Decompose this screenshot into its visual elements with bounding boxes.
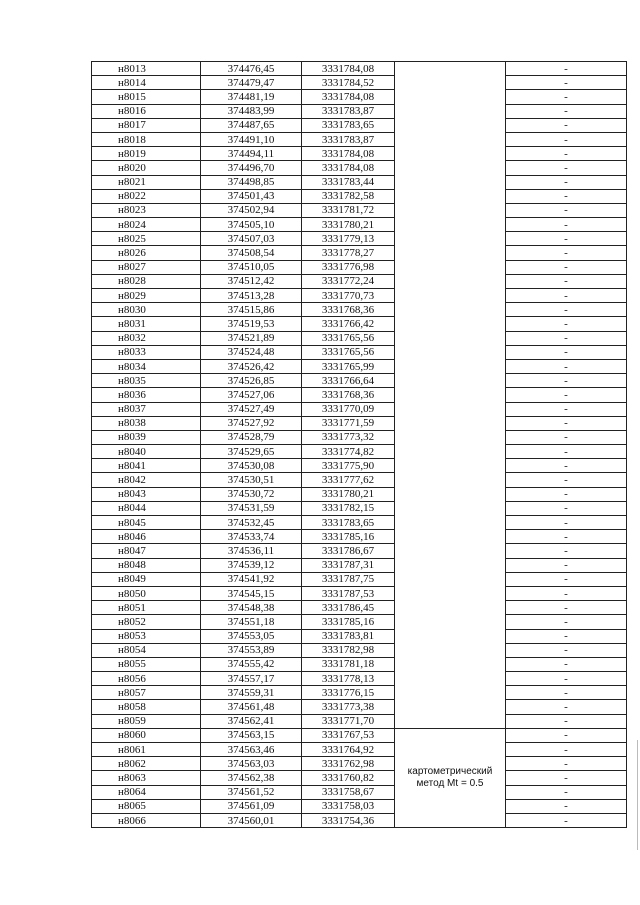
- y-coordinate-cell: 3331783,44: [302, 175, 395, 189]
- table-row: [92, 260, 627, 274]
- x-coordinate-cell: 374530,51: [201, 473, 302, 487]
- table-row: [92, 374, 627, 388]
- point-id-cell: н8023: [92, 203, 201, 217]
- x-coordinate-cell: 374498,85: [201, 175, 302, 189]
- point-id-cell: н8062: [92, 757, 201, 771]
- y-coordinate-cell: 3331787,53: [302, 586, 395, 600]
- y-coordinate-cell: 3331772,24: [302, 274, 395, 288]
- y-coordinate-cell: 3331778,13: [302, 672, 395, 686]
- x-coordinate-cell: 374539,12: [201, 558, 302, 572]
- point-id-cell: н8061: [92, 743, 201, 757]
- y-coordinate-cell: 3331770,09: [302, 402, 395, 416]
- y-coordinate-cell: 3331785,16: [302, 615, 395, 629]
- note-cell: -: [506, 686, 627, 700]
- table-row: [92, 445, 627, 459]
- x-coordinate-cell: 374561,48: [201, 700, 302, 714]
- method-cell-lower: [395, 728, 506, 827]
- table-row: [92, 544, 627, 558]
- y-coordinate-cell: 3331770,73: [302, 289, 395, 303]
- point-id-cell: н8050: [92, 586, 201, 600]
- note-cell: -: [506, 430, 627, 444]
- x-coordinate-cell: 374526,42: [201, 359, 302, 373]
- note-cell: -: [506, 147, 627, 161]
- table-row: [92, 757, 627, 771]
- point-id-cell: н8043: [92, 487, 201, 501]
- note-cell: -: [506, 757, 627, 771]
- note-cell: -: [506, 246, 627, 260]
- note-cell: -: [506, 289, 627, 303]
- point-id-cell: н8044: [92, 501, 201, 515]
- point-id-cell: н8040: [92, 445, 201, 459]
- table-row: [92, 232, 627, 246]
- table-row: [92, 416, 627, 430]
- point-id-cell: н8060: [92, 728, 201, 742]
- x-coordinate-cell: 374553,05: [201, 629, 302, 643]
- note-cell: -: [506, 317, 627, 331]
- table-row: [92, 601, 627, 615]
- table-row: [92, 203, 627, 217]
- point-id-cell: н8047: [92, 544, 201, 558]
- table-row: [92, 686, 627, 700]
- y-coordinate-cell: 3331778,27: [302, 246, 395, 260]
- x-coordinate-cell: 374551,18: [201, 615, 302, 629]
- note-cell: -: [506, 104, 627, 118]
- note-cell: -: [506, 516, 627, 530]
- point-id-cell: н8056: [92, 672, 201, 686]
- point-id-cell: н8063: [92, 771, 201, 785]
- point-id-cell: н8065: [92, 799, 201, 813]
- note-cell: -: [506, 260, 627, 274]
- point-id-cell: н8058: [92, 700, 201, 714]
- y-coordinate-cell: 3331754,36: [302, 813, 395, 827]
- point-id-cell: н8019: [92, 147, 201, 161]
- table-row: [92, 516, 627, 530]
- y-coordinate-cell: 3331758,67: [302, 785, 395, 799]
- table-row: [92, 558, 627, 572]
- y-coordinate-cell: 3331784,52: [302, 76, 395, 90]
- table-row: [92, 189, 627, 203]
- note-cell: -: [506, 799, 627, 813]
- x-coordinate-cell: 374505,10: [201, 218, 302, 232]
- table-row: [92, 132, 627, 146]
- x-coordinate-cell: 374561,09: [201, 799, 302, 813]
- x-coordinate-cell: 374527,49: [201, 402, 302, 416]
- x-coordinate-cell: 374533,74: [201, 530, 302, 544]
- table-row: [92, 430, 627, 444]
- point-id-cell: н8027: [92, 260, 201, 274]
- note-cell: -: [506, 374, 627, 388]
- y-coordinate-cell: 3331767,53: [302, 728, 395, 742]
- table-row: [92, 501, 627, 515]
- point-id-cell: н8055: [92, 657, 201, 671]
- table-row: [92, 586, 627, 600]
- y-coordinate-cell: 3331780,21: [302, 487, 395, 501]
- note-cell: -: [506, 672, 627, 686]
- table-row: [92, 303, 627, 317]
- table-row: [92, 487, 627, 501]
- x-coordinate-cell: 374502,94: [201, 203, 302, 217]
- y-coordinate-cell: 3331777,62: [302, 473, 395, 487]
- y-coordinate-cell: 3331774,82: [302, 445, 395, 459]
- x-coordinate-cell: 374496,70: [201, 161, 302, 175]
- note-cell: -: [506, 203, 627, 217]
- y-coordinate-cell: 3331786,67: [302, 544, 395, 558]
- table-row: [92, 246, 627, 260]
- note-cell: -: [506, 530, 627, 544]
- x-coordinate-cell: 374515,86: [201, 303, 302, 317]
- note-cell: -: [506, 345, 627, 359]
- note-cell: -: [506, 402, 627, 416]
- x-coordinate-cell: 374545,15: [201, 586, 302, 600]
- y-coordinate-cell: 3331779,13: [302, 232, 395, 246]
- table-row: [92, 657, 627, 671]
- note-cell: -: [506, 388, 627, 402]
- table-row: [92, 473, 627, 487]
- y-coordinate-cell: 3331784,08: [302, 147, 395, 161]
- x-coordinate-cell: 374513,28: [201, 289, 302, 303]
- point-id-cell: н8054: [92, 643, 201, 657]
- x-coordinate-cell: 374562,41: [201, 714, 302, 728]
- table-row: [92, 90, 627, 104]
- y-coordinate-cell: 3331783,65: [302, 516, 395, 530]
- point-id-cell: н8013: [92, 62, 201, 76]
- x-coordinate-cell: 374563,15: [201, 728, 302, 742]
- x-coordinate-cell: 374553,89: [201, 643, 302, 657]
- note-cell: -: [506, 700, 627, 714]
- x-coordinate-cell: 374527,06: [201, 388, 302, 402]
- point-id-cell: н8039: [92, 430, 201, 444]
- x-coordinate-cell: 374563,03: [201, 757, 302, 771]
- x-coordinate-cell: 374561,52: [201, 785, 302, 799]
- y-coordinate-cell: 3331765,99: [302, 359, 395, 373]
- y-coordinate-cell: 3331781,72: [302, 203, 395, 217]
- note-cell: -: [506, 445, 627, 459]
- point-id-cell: н8017: [92, 118, 201, 132]
- table-row: [92, 799, 627, 813]
- point-id-cell: н8035: [92, 374, 201, 388]
- table-row: [92, 161, 627, 175]
- point-id-cell: н8033: [92, 345, 201, 359]
- point-id-cell: н8036: [92, 388, 201, 402]
- point-id-cell: н8022: [92, 189, 201, 203]
- note-cell: -: [506, 487, 627, 501]
- x-coordinate-cell: 374527,92: [201, 416, 302, 430]
- x-coordinate-cell: 374529,65: [201, 445, 302, 459]
- x-coordinate-cell: 374548,38: [201, 601, 302, 615]
- y-coordinate-cell: 3331773,38: [302, 700, 395, 714]
- y-coordinate-cell: 3331783,65: [302, 118, 395, 132]
- point-id-cell: н8030: [92, 303, 201, 317]
- table-row: [92, 700, 627, 714]
- x-coordinate-cell: 374531,59: [201, 501, 302, 515]
- point-id-cell: н8021: [92, 175, 201, 189]
- scan-edge-mark: [637, 740, 638, 850]
- point-id-cell: н8048: [92, 558, 201, 572]
- coordinates-table-body: [92, 62, 627, 828]
- x-coordinate-cell: 374562,38: [201, 771, 302, 785]
- point-id-cell: н8029: [92, 289, 201, 303]
- y-coordinate-cell: 3331773,32: [302, 430, 395, 444]
- table-row: [92, 771, 627, 785]
- y-coordinate-cell: 3331782,98: [302, 643, 395, 657]
- note-cell: -: [506, 601, 627, 615]
- table-row: [92, 459, 627, 473]
- y-coordinate-cell: 3331775,90: [302, 459, 395, 473]
- note-cell: -: [506, 232, 627, 246]
- y-coordinate-cell: 3331784,08: [302, 62, 395, 76]
- x-coordinate-cell: 374519,53: [201, 317, 302, 331]
- y-coordinate-cell: 3331766,64: [302, 374, 395, 388]
- y-coordinate-cell: 3331784,08: [302, 161, 395, 175]
- y-coordinate-cell: 3331782,15: [302, 501, 395, 515]
- note-cell: -: [506, 771, 627, 785]
- table-row: [92, 76, 627, 90]
- point-id-cell: н8042: [92, 473, 201, 487]
- y-coordinate-cell: 3331776,98: [302, 260, 395, 274]
- note-cell: -: [506, 303, 627, 317]
- x-coordinate-cell: 374560,01: [201, 813, 302, 827]
- point-id-cell: н8014: [92, 76, 201, 90]
- table-row: [92, 359, 627, 373]
- x-coordinate-cell: 374530,72: [201, 487, 302, 501]
- note-cell: -: [506, 615, 627, 629]
- y-coordinate-cell: 3331765,56: [302, 331, 395, 345]
- x-coordinate-cell: 374532,45: [201, 516, 302, 530]
- note-cell: -: [506, 189, 627, 203]
- point-id-cell: н8025: [92, 232, 201, 246]
- note-cell: -: [506, 331, 627, 345]
- point-id-cell: н8046: [92, 530, 201, 544]
- x-coordinate-cell: 374557,17: [201, 672, 302, 686]
- point-id-cell: н8028: [92, 274, 201, 288]
- x-coordinate-cell: 374524,48: [201, 345, 302, 359]
- point-id-cell: н8049: [92, 572, 201, 586]
- table-row: [92, 629, 627, 643]
- table-row: [92, 331, 627, 345]
- y-coordinate-cell: 3331766,42: [302, 317, 395, 331]
- x-coordinate-cell: 374555,42: [201, 657, 302, 671]
- note-cell: -: [506, 586, 627, 600]
- note-cell: -: [506, 743, 627, 757]
- x-coordinate-cell: 374507,03: [201, 232, 302, 246]
- note-cell: -: [506, 175, 627, 189]
- method-cell-upper: [395, 62, 506, 729]
- y-coordinate-cell: 3331765,56: [302, 345, 395, 359]
- y-coordinate-cell: 3331784,08: [302, 90, 395, 104]
- table-row: [92, 402, 627, 416]
- table-row: [92, 813, 627, 827]
- table-row: [92, 728, 627, 742]
- point-id-cell: н8016: [92, 104, 201, 118]
- x-coordinate-cell: 374536,11: [201, 544, 302, 558]
- table-row: [92, 274, 627, 288]
- point-id-cell: н8053: [92, 629, 201, 643]
- point-id-cell: н8032: [92, 331, 201, 345]
- y-coordinate-cell: 3331780,21: [302, 218, 395, 232]
- x-coordinate-cell: 374508,54: [201, 246, 302, 260]
- table-row: [92, 175, 627, 189]
- y-coordinate-cell: 3331758,03: [302, 799, 395, 813]
- x-coordinate-cell: 374530,08: [201, 459, 302, 473]
- note-cell: -: [506, 657, 627, 671]
- note-cell: -: [506, 501, 627, 515]
- point-id-cell: н8038: [92, 416, 201, 430]
- table-row: [92, 289, 627, 303]
- note-cell: -: [506, 218, 627, 232]
- note-cell: -: [506, 544, 627, 558]
- table-row: [92, 672, 627, 686]
- point-id-cell: н8057: [92, 686, 201, 700]
- point-id-cell: н8066: [92, 813, 201, 827]
- point-id-cell: н8031: [92, 317, 201, 331]
- x-coordinate-cell: 374541,92: [201, 572, 302, 586]
- y-coordinate-cell: 3331768,36: [302, 303, 395, 317]
- table-row: [92, 572, 627, 586]
- method-note: картометрический метод Mt = 0.5: [407, 765, 493, 789]
- note-cell: -: [506, 459, 627, 473]
- note-cell: -: [506, 132, 627, 146]
- table-row: [92, 615, 627, 629]
- x-coordinate-cell: 374501,43: [201, 189, 302, 203]
- point-id-cell: н8015: [92, 90, 201, 104]
- note-cell: -: [506, 558, 627, 572]
- table-row: [92, 62, 627, 76]
- note-cell: -: [506, 813, 627, 827]
- note-cell: -: [506, 473, 627, 487]
- table-row: [92, 317, 627, 331]
- note-cell: -: [506, 118, 627, 132]
- note-cell: -: [506, 572, 627, 586]
- table-row: [92, 388, 627, 402]
- y-coordinate-cell: 3331783,81: [302, 629, 395, 643]
- x-coordinate-cell: 374528,79: [201, 430, 302, 444]
- table-row: [92, 147, 627, 161]
- note-cell: -: [506, 728, 627, 742]
- table-row: [92, 743, 627, 757]
- y-coordinate-cell: 3331760,82: [302, 771, 395, 785]
- y-coordinate-cell: 3331785,16: [302, 530, 395, 544]
- table-row: [92, 530, 627, 544]
- x-coordinate-cell: 374487,65: [201, 118, 302, 132]
- table-row: [92, 643, 627, 657]
- point-id-cell: н8045: [92, 516, 201, 530]
- note-cell: -: [506, 274, 627, 288]
- y-coordinate-cell: 3331783,87: [302, 132, 395, 146]
- note-cell: -: [506, 90, 627, 104]
- x-coordinate-cell: 374494,11: [201, 147, 302, 161]
- y-coordinate-cell: 3331771,59: [302, 416, 395, 430]
- note-cell: -: [506, 785, 627, 799]
- x-coordinate-cell: 374563,46: [201, 743, 302, 757]
- y-coordinate-cell: 3331776,15: [302, 686, 395, 700]
- y-coordinate-cell: 3331762,98: [302, 757, 395, 771]
- x-coordinate-cell: 374479,47: [201, 76, 302, 90]
- y-coordinate-cell: 3331787,75: [302, 572, 395, 586]
- point-id-cell: н8018: [92, 132, 201, 146]
- point-id-cell: н8059: [92, 714, 201, 728]
- note-cell: -: [506, 62, 627, 76]
- y-coordinate-cell: 3331768,36: [302, 388, 395, 402]
- y-coordinate-cell: 3331771,70: [302, 714, 395, 728]
- y-coordinate-cell: 3331764,92: [302, 743, 395, 757]
- point-id-cell: н8052: [92, 615, 201, 629]
- x-coordinate-cell: 374521,89: [201, 331, 302, 345]
- y-coordinate-cell: 3331787,31: [302, 558, 395, 572]
- point-id-cell: н8041: [92, 459, 201, 473]
- table-row: [92, 104, 627, 118]
- x-coordinate-cell: 374512,42: [201, 274, 302, 288]
- x-coordinate-cell: 374483,99: [201, 104, 302, 118]
- table-row: [92, 714, 627, 728]
- x-coordinate-cell: 374481,19: [201, 90, 302, 104]
- note-cell: -: [506, 629, 627, 643]
- y-coordinate-cell: 3331782,58: [302, 189, 395, 203]
- note-cell: -: [506, 359, 627, 373]
- point-id-cell: н8026: [92, 246, 201, 260]
- x-coordinate-cell: 374559,31: [201, 686, 302, 700]
- table-row: [92, 345, 627, 359]
- point-id-cell: н8020: [92, 161, 201, 175]
- y-coordinate-cell: 3331783,87: [302, 104, 395, 118]
- table-row: [92, 785, 627, 799]
- point-id-cell: н8051: [92, 601, 201, 615]
- point-id-cell: н8064: [92, 785, 201, 799]
- y-coordinate-cell: 3331781,18: [302, 657, 395, 671]
- x-coordinate-cell: 374510,05: [201, 260, 302, 274]
- point-id-cell: н8024: [92, 218, 201, 232]
- y-coordinate-cell: 3331786,45: [302, 601, 395, 615]
- table-row: [92, 118, 627, 132]
- table-row: [92, 218, 627, 232]
- x-coordinate-cell: 374526,85: [201, 374, 302, 388]
- note-cell: -: [506, 643, 627, 657]
- x-coordinate-cell: 374491,10: [201, 132, 302, 146]
- coordinates-table: [91, 61, 627, 828]
- note-cell: -: [506, 76, 627, 90]
- point-id-cell: н8034: [92, 359, 201, 373]
- note-cell: -: [506, 714, 627, 728]
- note-cell: -: [506, 416, 627, 430]
- x-coordinate-cell: 374476,45: [201, 62, 302, 76]
- note-cell: -: [506, 161, 627, 175]
- point-id-cell: н8037: [92, 402, 201, 416]
